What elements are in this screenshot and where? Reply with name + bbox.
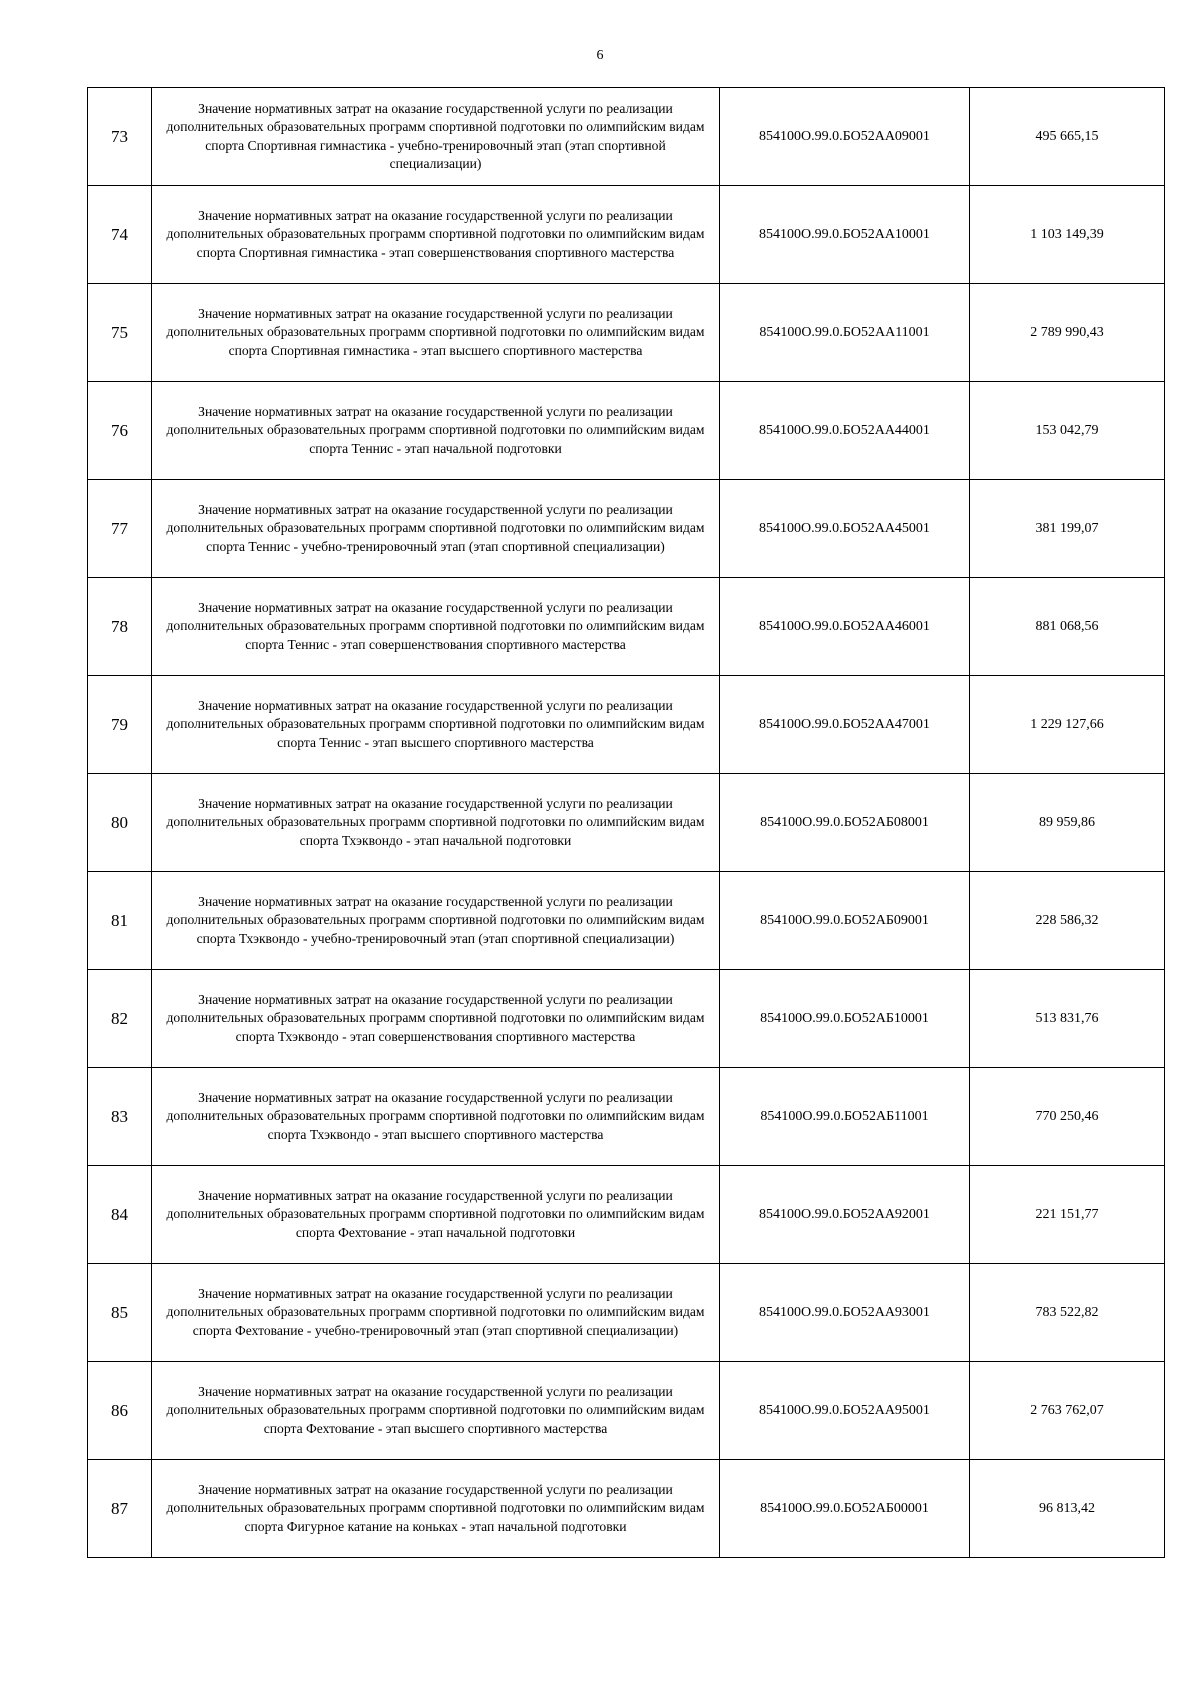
row-number: 80: [88, 774, 152, 872]
table-row: [88, 1166, 1165, 1264]
row-cost-value: 783 522,82: [970, 1264, 1165, 1362]
row-service-code: 854100О.99.0.БО52АБ09001: [720, 872, 970, 970]
table-row: [88, 872, 1165, 970]
row-description: Значение нормативных затрат на оказание государственной услуги по реализации дополнительных образовательных программ спортивной подготовки по олимпийским видам спорта Спортивная гимнастика - учебно-тренировочный этап (этап спортивной специализации): [152, 88, 720, 186]
table-row: [88, 578, 1165, 676]
row-service-code: 854100О.99.0.БО52АБ10001: [720, 970, 970, 1068]
table-row: [88, 676, 1165, 774]
row-service-code: 854100О.99.0.БО52АА45001: [720, 480, 970, 578]
row-description: Значение нормативных затрат на оказание государственной услуги по реализации дополнительных образовательных программ спортивной подготовки по олимпийским видам спорта Фехтование - этап высшего спортивного мастерства: [152, 1362, 720, 1460]
row-description: Значение нормативных затрат на оказание государственной услуги по реализации дополнительных образовательных программ спортивной подготовки по олимпийским видам спорта Тхэквондо - этап начальной подготовки: [152, 774, 720, 872]
table-row: [88, 382, 1165, 480]
row-cost-value: 89 959,86: [970, 774, 1165, 872]
row-cost-value: 495 665,15: [970, 88, 1165, 186]
table-row: [88, 88, 1165, 186]
row-number: 79: [88, 676, 152, 774]
row-cost-value: 1 103 149,39: [970, 186, 1165, 284]
row-service-code: 854100О.99.0.БО52АА46001: [720, 578, 970, 676]
row-number: 75: [88, 284, 152, 382]
row-description: Значение нормативных затрат на оказание государственной услуги по реализации дополнительных образовательных программ спортивной подготовки по олимпийским видам спорта Теннис - этап начальной подготовки: [152, 382, 720, 480]
row-description: Значение нормативных затрат на оказание государственной услуги по реализации дополнительных образовательных программ спортивной подготовки по олимпийским видам спорта Тхэквондо - этап высшего спортивного мастерства: [152, 1068, 720, 1166]
row-service-code: 854100О.99.0.БО52АА44001: [720, 382, 970, 480]
row-number: 74: [88, 186, 152, 284]
row-service-code: 854100О.99.0.БО52АА95001: [720, 1362, 970, 1460]
row-number: 82: [88, 970, 152, 1068]
row-description: Значение нормативных затрат на оказание государственной услуги по реализации дополнительных образовательных программ спортивной подготовки по олимпийским видам спорта Фигурное катание на коньках - этап начальной подготовки: [152, 1460, 720, 1558]
table-row: [88, 480, 1165, 578]
row-service-code: 854100О.99.0.БО52АА09001: [720, 88, 970, 186]
row-description: Значение нормативных затрат на оказание государственной услуги по реализации дополнительных образовательных программ спортивной подготовки по олимпийским видам спорта Спортивная гимнастика - этап высшего спортивного мастерства: [152, 284, 720, 382]
row-service-code: 854100О.99.0.БО52АА11001: [720, 284, 970, 382]
row-cost-value: 770 250,46: [970, 1068, 1165, 1166]
row-number: 85: [88, 1264, 152, 1362]
row-cost-value: 2 763 762,07: [970, 1362, 1165, 1460]
row-cost-value: 221 151,77: [970, 1166, 1165, 1264]
normative-costs-table: [87, 87, 1165, 1558]
row-cost-value: 881 068,56: [970, 578, 1165, 676]
row-description: Значение нормативных затрат на оказание государственной услуги по реализации дополнительных образовательных программ спортивной подготовки по олимпийским видам спорта Тхэквондо - учебно-тренировочный этап (этап спортивной специализации): [152, 872, 720, 970]
table-row: [88, 186, 1165, 284]
row-number: 87: [88, 1460, 152, 1558]
row-service-code: 854100О.99.0.БО52АА92001: [720, 1166, 970, 1264]
row-description: Значение нормативных затрат на оказание государственной услуги по реализации дополнительных образовательных программ спортивной подготовки по олимпийским видам спорта Теннис - учебно-тренировочный этап (этап спортивной специализации): [152, 480, 720, 578]
row-number: 86: [88, 1362, 152, 1460]
row-number: 83: [88, 1068, 152, 1166]
row-description: Значение нормативных затрат на оказание государственной услуги по реализации дополнительных образовательных программ спортивной подготовки по олимпийским видам спорта Тхэквондо - этап совершенствования спортивного мастерства: [152, 970, 720, 1068]
table-row: [88, 970, 1165, 1068]
row-number: 81: [88, 872, 152, 970]
row-service-code: 854100О.99.0.БО52АА93001: [720, 1264, 970, 1362]
row-service-code: 854100О.99.0.БО52АБ11001: [720, 1068, 970, 1166]
row-cost-value: 381 199,07: [970, 480, 1165, 578]
table-body: [88, 88, 1165, 1558]
table-row: [88, 1460, 1165, 1558]
row-number: 77: [88, 480, 152, 578]
table-row: [88, 1362, 1165, 1460]
row-number: 84: [88, 1166, 152, 1264]
page-number: 6: [596, 48, 604, 63]
table-row: [88, 1068, 1165, 1166]
row-description: Значение нормативных затрат на оказание государственной услуги по реализации дополнительных образовательных программ спортивной подготовки по олимпийским видам спорта Фехтование - учебно-тренировочный этап (этап спортивной специализации): [152, 1264, 720, 1362]
row-service-code: 854100О.99.0.БО52АБ00001: [720, 1460, 970, 1558]
row-cost-value: 2 789 990,43: [970, 284, 1165, 382]
row-description: Значение нормативных затрат на оказание государственной услуги по реализации дополнительных образовательных программ спортивной подготовки по олимпийским видам спорта Спортивная гимнастика - этап совершенствования спортивного мастерства: [152, 186, 720, 284]
row-cost-value: 228 586,32: [970, 872, 1165, 970]
row-service-code: 854100О.99.0.БО52АБ08001: [720, 774, 970, 872]
row-description: Значение нормативных затрат на оказание государственной услуги по реализации дополнительных образовательных программ спортивной подготовки по олимпийским видам спорта Теннис - этап совершенствования спортивного мастерства: [152, 578, 720, 676]
row-cost-value: 153 042,79: [970, 382, 1165, 480]
table-row: [88, 1264, 1165, 1362]
table-row: [88, 774, 1165, 872]
row-description: Значение нормативных затрат на оказание государственной услуги по реализации дополнительных образовательных программ спортивной подготовки по олимпийским видам спорта Фехтование - этап начальной подготовки: [152, 1166, 720, 1264]
row-cost-value: 96 813,42: [970, 1460, 1165, 1558]
row-service-code: 854100О.99.0.БО52АА47001: [720, 676, 970, 774]
row-description: Значение нормативных затрат на оказание государственной услуги по реализации дополнительных образовательных программ спортивной подготовки по олимпийским видам спорта Теннис - этап высшего спортивного мастерства: [152, 676, 720, 774]
row-cost-value: 513 831,76: [970, 970, 1165, 1068]
row-number: 76: [88, 382, 152, 480]
row-service-code: 854100О.99.0.БО52АА10001: [720, 186, 970, 284]
row-number: 73: [88, 88, 152, 186]
row-cost-value: 1 229 127,66: [970, 676, 1165, 774]
table-row: [88, 284, 1165, 382]
row-number: 78: [88, 578, 152, 676]
